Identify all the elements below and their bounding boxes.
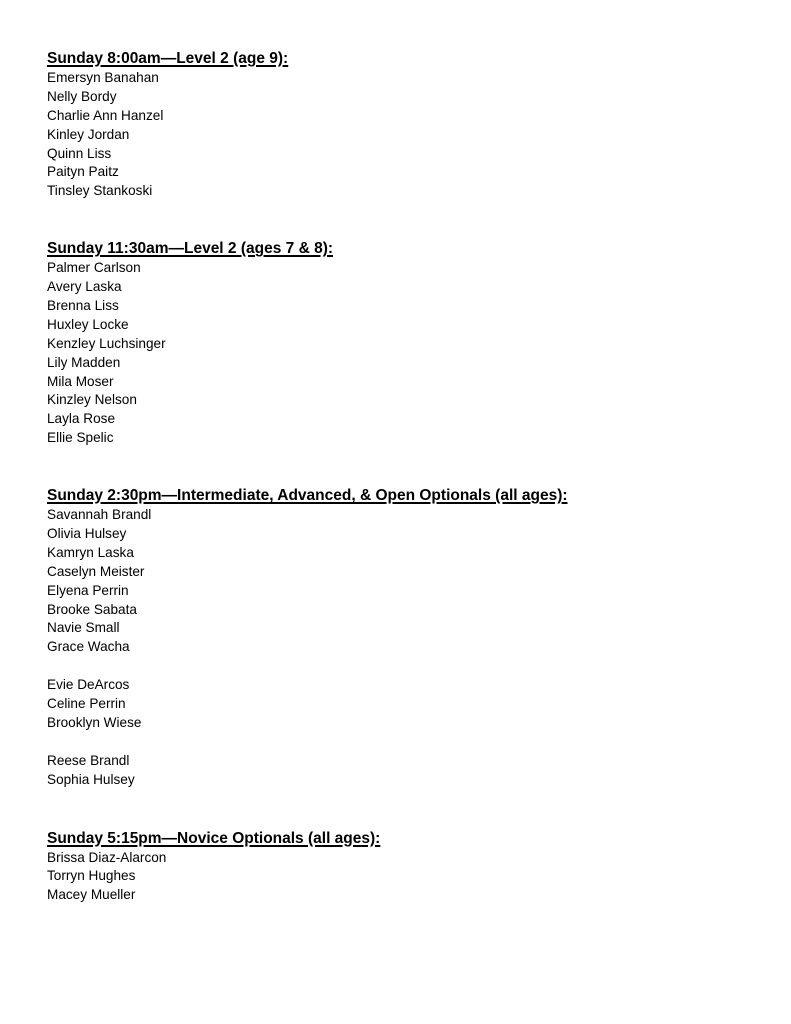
athlete-name: Brissa Diaz-Alarcon bbox=[47, 849, 167, 865]
athlete-list bbox=[47, 259, 767, 448]
athlete-list bbox=[47, 506, 767, 657]
athlete-list bbox=[47, 849, 767, 906]
session-sunday-1130am bbox=[47, 239, 767, 448]
session-heading: Sunday 2:30pm—Intermediate, Advanced, & Open Optionals (all ages): bbox=[47, 487, 568, 505]
session-heading: Sunday 11:30am—Level 2 (ages 7 & 8): bbox=[47, 240, 334, 258]
athlete-name: Macey Mueller bbox=[47, 887, 136, 903]
athlete-name: Grace Wacha bbox=[47, 639, 130, 655]
session-heading: Sunday 8:00am—Level 2 (age 9): bbox=[47, 50, 289, 67]
athlete-name: Palmer Carlson bbox=[47, 260, 141, 276]
athlete-name: Kenzley Luchsinger bbox=[47, 335, 166, 351]
athlete-name: Avery Laska bbox=[47, 279, 122, 295]
athlete-name: Savannah Brandl bbox=[47, 507, 152, 523]
athlete-name: Evie DeArcos bbox=[47, 677, 130, 693]
session-sunday-515pm bbox=[47, 829, 767, 906]
athlete-name: Brooke Sabata bbox=[47, 601, 137, 617]
athlete-name: Ellie Spelic bbox=[47, 430, 114, 446]
athlete-name: Charlie Ann Hanzel bbox=[47, 107, 164, 123]
session-sunday-230pm bbox=[47, 486, 767, 789]
athlete-name: Brenna Liss bbox=[47, 298, 119, 314]
athlete-name: Kinzley Nelson bbox=[47, 392, 137, 408]
athlete-name: Emersyn Banahan bbox=[47, 70, 159, 85]
section-spacer bbox=[47, 201, 767, 239]
athlete-name: Kamryn Laska bbox=[47, 544, 134, 560]
athlete-name: Torryn Hughes bbox=[47, 868, 136, 884]
athlete-name: Reese Brandl bbox=[47, 752, 130, 768]
athlete-name: Brooklyn Wiese bbox=[47, 714, 142, 730]
athlete-name: Olivia Hulsey bbox=[47, 526, 127, 542]
group-spacer bbox=[47, 657, 767, 676]
athlete-list bbox=[47, 676, 767, 733]
group-spacer bbox=[47, 733, 767, 752]
athlete-name: Sophia Hulsey bbox=[47, 771, 135, 787]
session-heading: Sunday 5:15pm—Novice Optionals (all ages): bbox=[47, 829, 381, 847]
athlete-name: Tinsley Stankoski bbox=[47, 183, 153, 199]
athlete-name: Huxley Locke bbox=[47, 316, 129, 332]
athlete-name: Paityn Paitz bbox=[47, 164, 119, 180]
athlete-name: Navie Small bbox=[47, 620, 120, 636]
schedule-document bbox=[47, 49, 767, 905]
athlete-name: Layla Rose bbox=[47, 411, 116, 427]
athlete-list bbox=[47, 69, 767, 201]
athlete-name: Quinn Liss bbox=[47, 145, 112, 161]
section-spacer bbox=[47, 448, 767, 486]
athlete-name: Elyena Perrin bbox=[47, 582, 129, 598]
athlete-name: Lily Madden bbox=[47, 354, 121, 370]
athlete-name: Celine Perrin bbox=[47, 696, 126, 712]
athlete-name: Nelly Bordy bbox=[47, 88, 117, 104]
athlete-name: Caselyn Meister bbox=[47, 563, 145, 579]
athlete-name: Kinley Jordan bbox=[47, 126, 130, 142]
athlete-name: Mila Moser bbox=[47, 373, 114, 389]
session-sunday-8am bbox=[47, 49, 767, 201]
athlete-list bbox=[47, 752, 767, 790]
section-spacer bbox=[47, 790, 767, 829]
